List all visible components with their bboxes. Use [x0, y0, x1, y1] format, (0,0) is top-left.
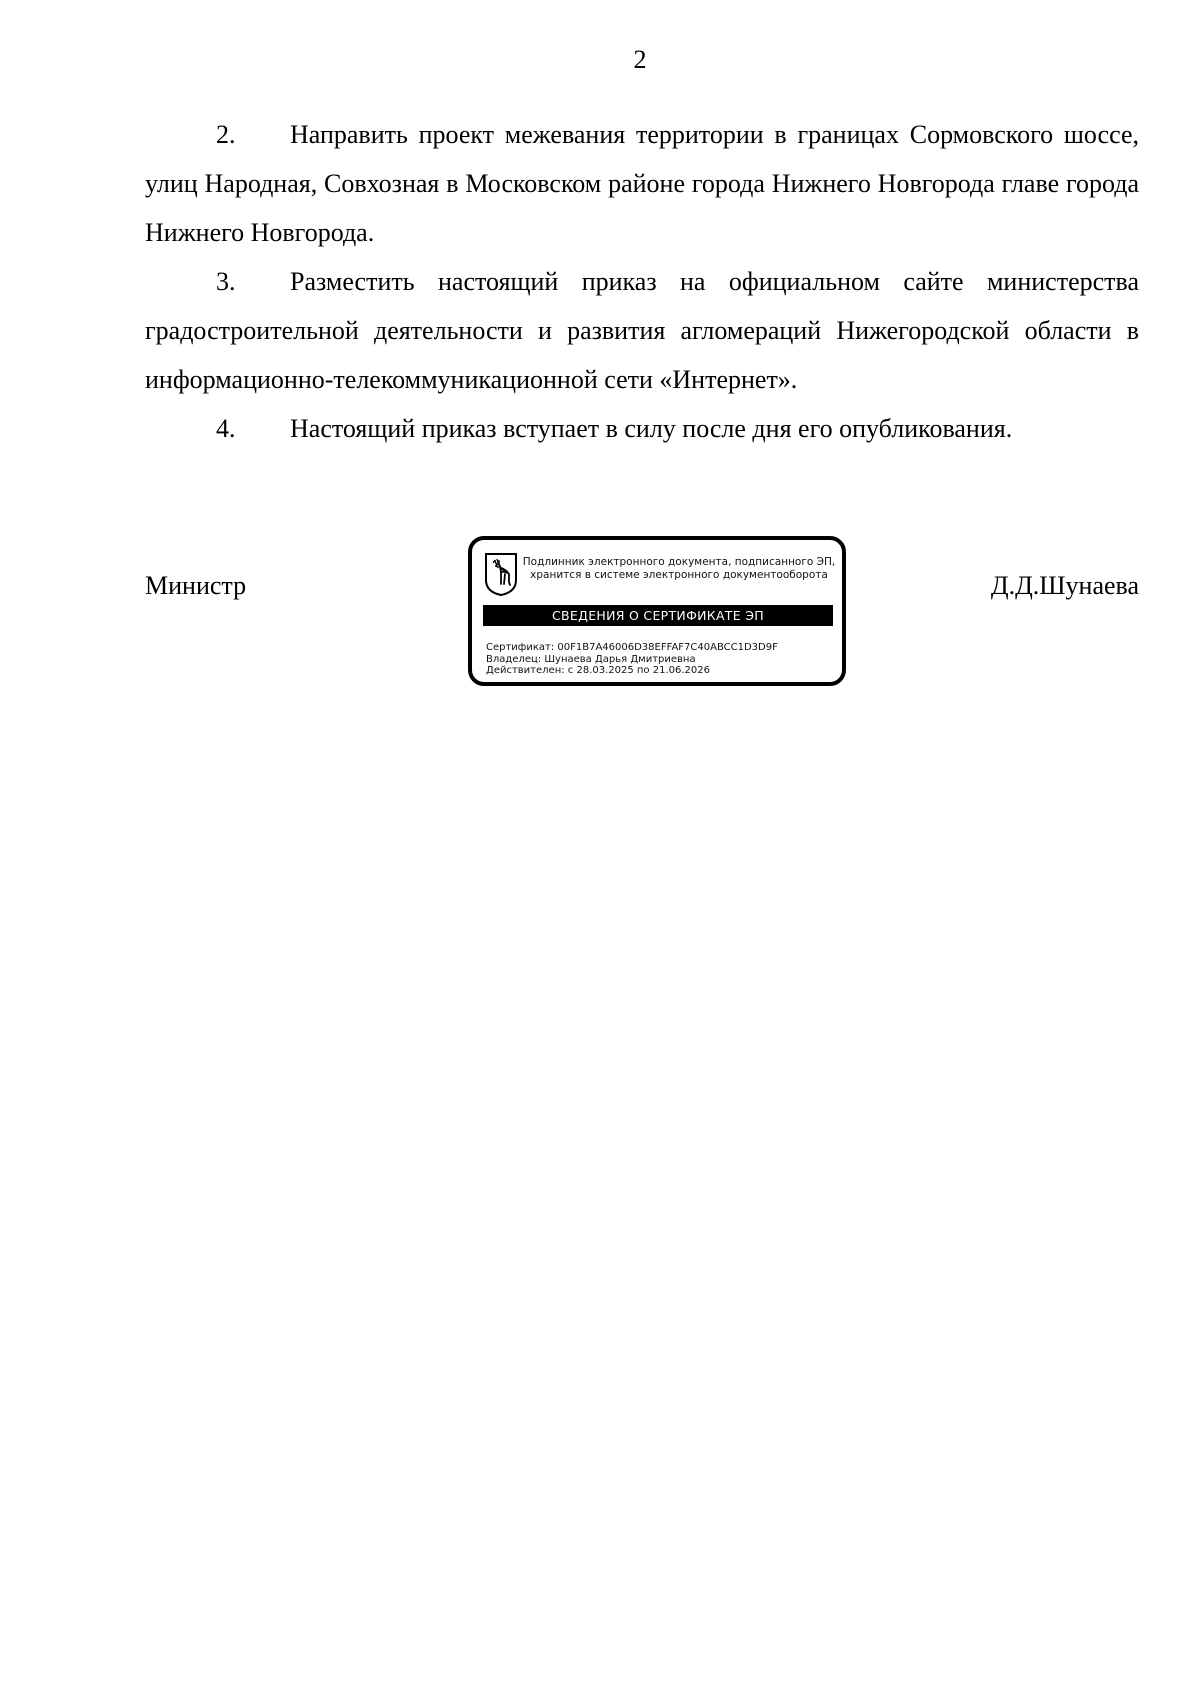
stamp-title: СВЕДЕНИЯ О СЕРТИФИКАТЕ ЭП	[483, 605, 833, 626]
electronic-signature-stamp	[468, 536, 846, 686]
paragraph-number: 3.	[216, 267, 236, 296]
paragraph-item-3	[145, 257, 1139, 404]
stamp-header-line-1: Подлинник электронного документа, подписанного ЭП,	[522, 556, 836, 568]
deer-emblem-icon	[484, 552, 518, 596]
document-body	[145, 110, 1139, 453]
paragraph-item-4	[145, 404, 1139, 453]
certificate-number: Сертификат: 00F1B7A46006D38EFFAF7C40ABCC1D3D9F	[486, 642, 778, 653]
certificate-owner: Владелец: Шунаева Дарья Дмитриевна	[486, 653, 696, 665]
paragraph-item-2	[145, 110, 1139, 257]
paragraph-number: 2.	[216, 120, 236, 149]
signature-block	[145, 536, 1139, 696]
signatory-position: Министр	[145, 571, 247, 600]
signatory-name: Д.Д.Шунаева	[990, 571, 1139, 600]
paragraph-text: Направить проект межевания территории в границах Сормовского шоссе, улиц Народная, Совхозная в Московском районе города Нижнего Новгорода главе города Нижнего Новгорода.	[145, 120, 1139, 247]
paragraph-number: 4.	[216, 414, 236, 443]
page-number: 2	[633, 45, 647, 74]
stamp-header	[520, 556, 838, 582]
stamp-details	[486, 642, 836, 677]
paragraph-text: Разместить настоящий приказ на официальном сайте министерства градостроительной деятельности и развития агломераций Нижегородской области в информационно-телекоммуникационной сети «Интернет».	[145, 267, 1139, 394]
certificate-validity: Действителен: с 28.03.2025 по 21.06.2026	[486, 665, 710, 676]
paragraph-text: Настоящий приказ вступает в силу после дня его опубликования.	[290, 414, 1013, 443]
stamp-header-line-2: хранится в системе электронного документооборота	[530, 569, 828, 581]
